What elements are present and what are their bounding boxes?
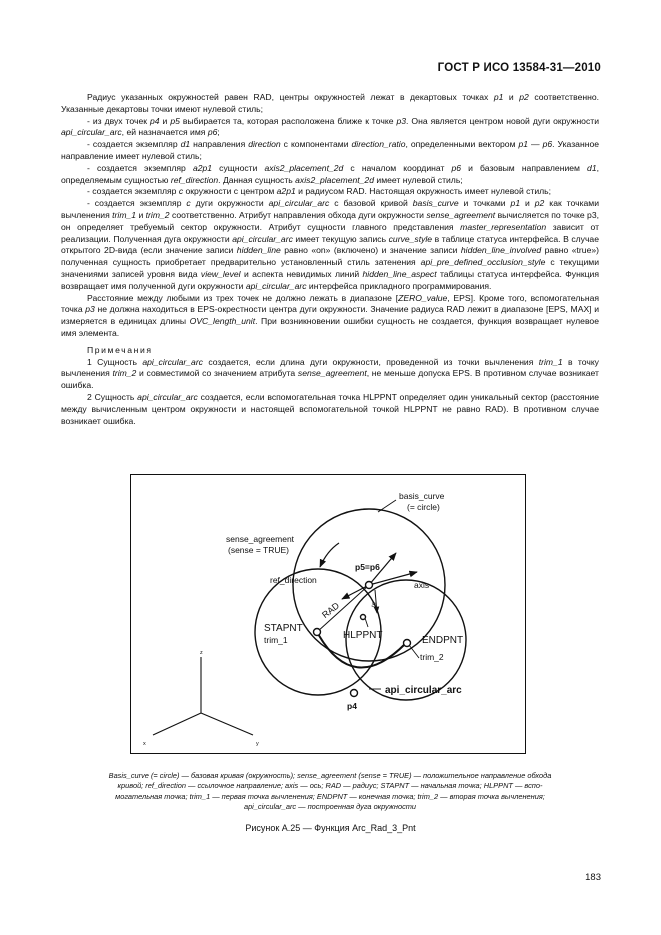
label-trim2: trim_2	[420, 652, 444, 662]
label-axis-x: x	[143, 741, 146, 747]
label-sense-agreement: sense_agreement	[226, 534, 295, 544]
sense-arrow	[320, 543, 339, 567]
label-axis: axis	[414, 580, 430, 590]
body-text	[61, 92, 599, 427]
paragraph: - создается экземпляр a2p1 сущности axis2_placement_2d с началом координат p6 и базовым направлением d1, определяемым сущностью ref_direction. Данная сущность axis2_placement_2d имеет нулевой стиль;	[61, 162, 599, 185]
paragraph: Радиус указанных окружностей равен RAD, центры окружностей лежат в декартовых точках p1 и p2 соответственно. Указанные декартовы точки имеют нулевой стиль;	[61, 92, 600, 114]
figure-box	[130, 474, 526, 754]
label-endpnt: ENDPNT	[422, 635, 464, 646]
label-basis-curve: basis_curve	[399, 491, 445, 501]
notes-heading: Примечания	[87, 344, 153, 355]
leader-basis	[378, 500, 396, 512]
label-re: re	[370, 601, 378, 608]
point-p6	[366, 582, 373, 589]
label-stapnt: STAPNT	[264, 623, 303, 634]
paragraph: - создается экземпляр d1 направления direction с компонентами direction_ratio, определенными вектором p1 — p6. Указанное направление имеет нулевой стиль;	[61, 139, 600, 161]
paragraph: - создается экземпляр c окружности с центром a2p1 и радиусом RAD. Настоящая окружность имеет нулевой стиль;	[87, 186, 552, 197]
x-axis	[153, 713, 201, 735]
paragraph: - создается экземпляр c дуги окружности api_circular_arc с базовой кривой basis_curve и точками p1 и p2 как точками вычленения trim_1 и trim_2 соответственно. Атрибут направления обхода дуги окружности sense_agreement вычисляется по точке p3, он определяет требуемый сектор окружности. Атрибут сущности главного представления master_representation зависит от реализации. Полученная дуга окружности api_circular_arc имеет текущую запись curve_style в таблице статуса интерфейса. В случае открытого 2D-вида (если значение записи hidden_line равно «on» (включено) и значение записи hidden_line_involved равно «true») полученная сущность приобретает предварительно установленный стиль затенения api_pre_defined_occlusion_style с текущими значениями записей уровня вида view_level и аспекта невидимых линий hidden_line_aspect таблицы статуса интерфейса. Функция возвращает имя полученной дуги окружности api_circular_arc интерфейса прикладного программирования.	[61, 198, 600, 291]
label-rad: RAD	[320, 600, 342, 621]
label-eq-circle: (= circle)	[407, 502, 440, 512]
paragraph: - из двух точек p4 и p5 выбирается та, которая расположена ближе к точке p3. Она является центром новой дуги окружности api_circular_arc, ей назначается имя p6;	[61, 115, 599, 138]
legend-line: кривой; ref_direction — ссылочное направление; axis — ось; RAD — радиус; STAPNT — начальная точка; HLPPNT — вспо-	[117, 781, 543, 791]
label-p4: p4	[347, 701, 357, 711]
label-sense-true: (sense = TRUE)	[228, 545, 290, 555]
legend-line: api_circular_arc — построенная дуга окружности	[243, 802, 417, 812]
label-axis-z: z	[200, 650, 203, 656]
label-p5p6: p5=p6	[355, 562, 380, 572]
point-endpnt	[404, 640, 411, 647]
document-header: ГОСТ Р ИСО 13584-31—2010	[437, 62, 601, 74]
page-number: 183	[585, 872, 601, 883]
y-axis	[201, 713, 253, 735]
paragraph: 1 Сущность api_circular_arc создается, если длина дуги окружности, проведенной из точки вычленения trim_1 в точку вычленения trim_2 и совместимой со значением атрибута sense_agreement, не меньше допуска EPS. В противном случае возникает ошибка.	[61, 356, 599, 391]
label-ref-direction: ref_direction	[270, 575, 317, 585]
re-arrow	[375, 590, 377, 613]
label-trim1: trim_1	[264, 635, 288, 645]
figure-diagram	[131, 475, 525, 753]
label-api-arc: api_circular_arc	[385, 685, 462, 696]
label-hlppnt: HLPPNT	[343, 630, 383, 641]
point-p4	[351, 690, 358, 697]
label-axis-y: y	[256, 741, 259, 747]
paragraph: 2 Сущность api_circular_arc создается, если вспомогательная точка HLPPNT определяет один уникальный сектор (расстояние между вычисленным центром окружности и настоящей вспомогательной точкой HLPPNT не равно RAD). В противном случае возникает ошибка.	[61, 391, 599, 426]
point-stapnt	[314, 629, 321, 636]
point-hlppnt	[361, 615, 366, 620]
figure-caption: Рисунок А.25 — Функция Arc_Rad_3_Pnt	[245, 823, 416, 833]
paragraph: Расстояние между любыми из трех точек не должно лежать в диапазоне [ZERO_value, EPS]. Кроме того, вспомогательная точка p3 не должна находиться в EPS-окрестности центра дуги окружности. Значение радиуса RAD лежит в диапазоне [EPS, MAX] и измеряется в единицах длины OVC_length_unit. При возникновении ошибки сущность не создается, функция возвращает нулевое имя элемента.	[61, 292, 599, 338]
axis-arrow-1	[369, 572, 417, 585]
figure-legend	[61, 771, 599, 813]
legend-line: могательная точка; trim_1 — первая точка вычленения; ENDPNT — конечная точка; trim_2 — вторая точка вычленения;	[115, 791, 545, 801]
legend-line: Basis_curve (= circle) — базовая кривая (окружность); sense_agreement (sense = TRUE) — положительное направление обхода	[108, 771, 552, 780]
